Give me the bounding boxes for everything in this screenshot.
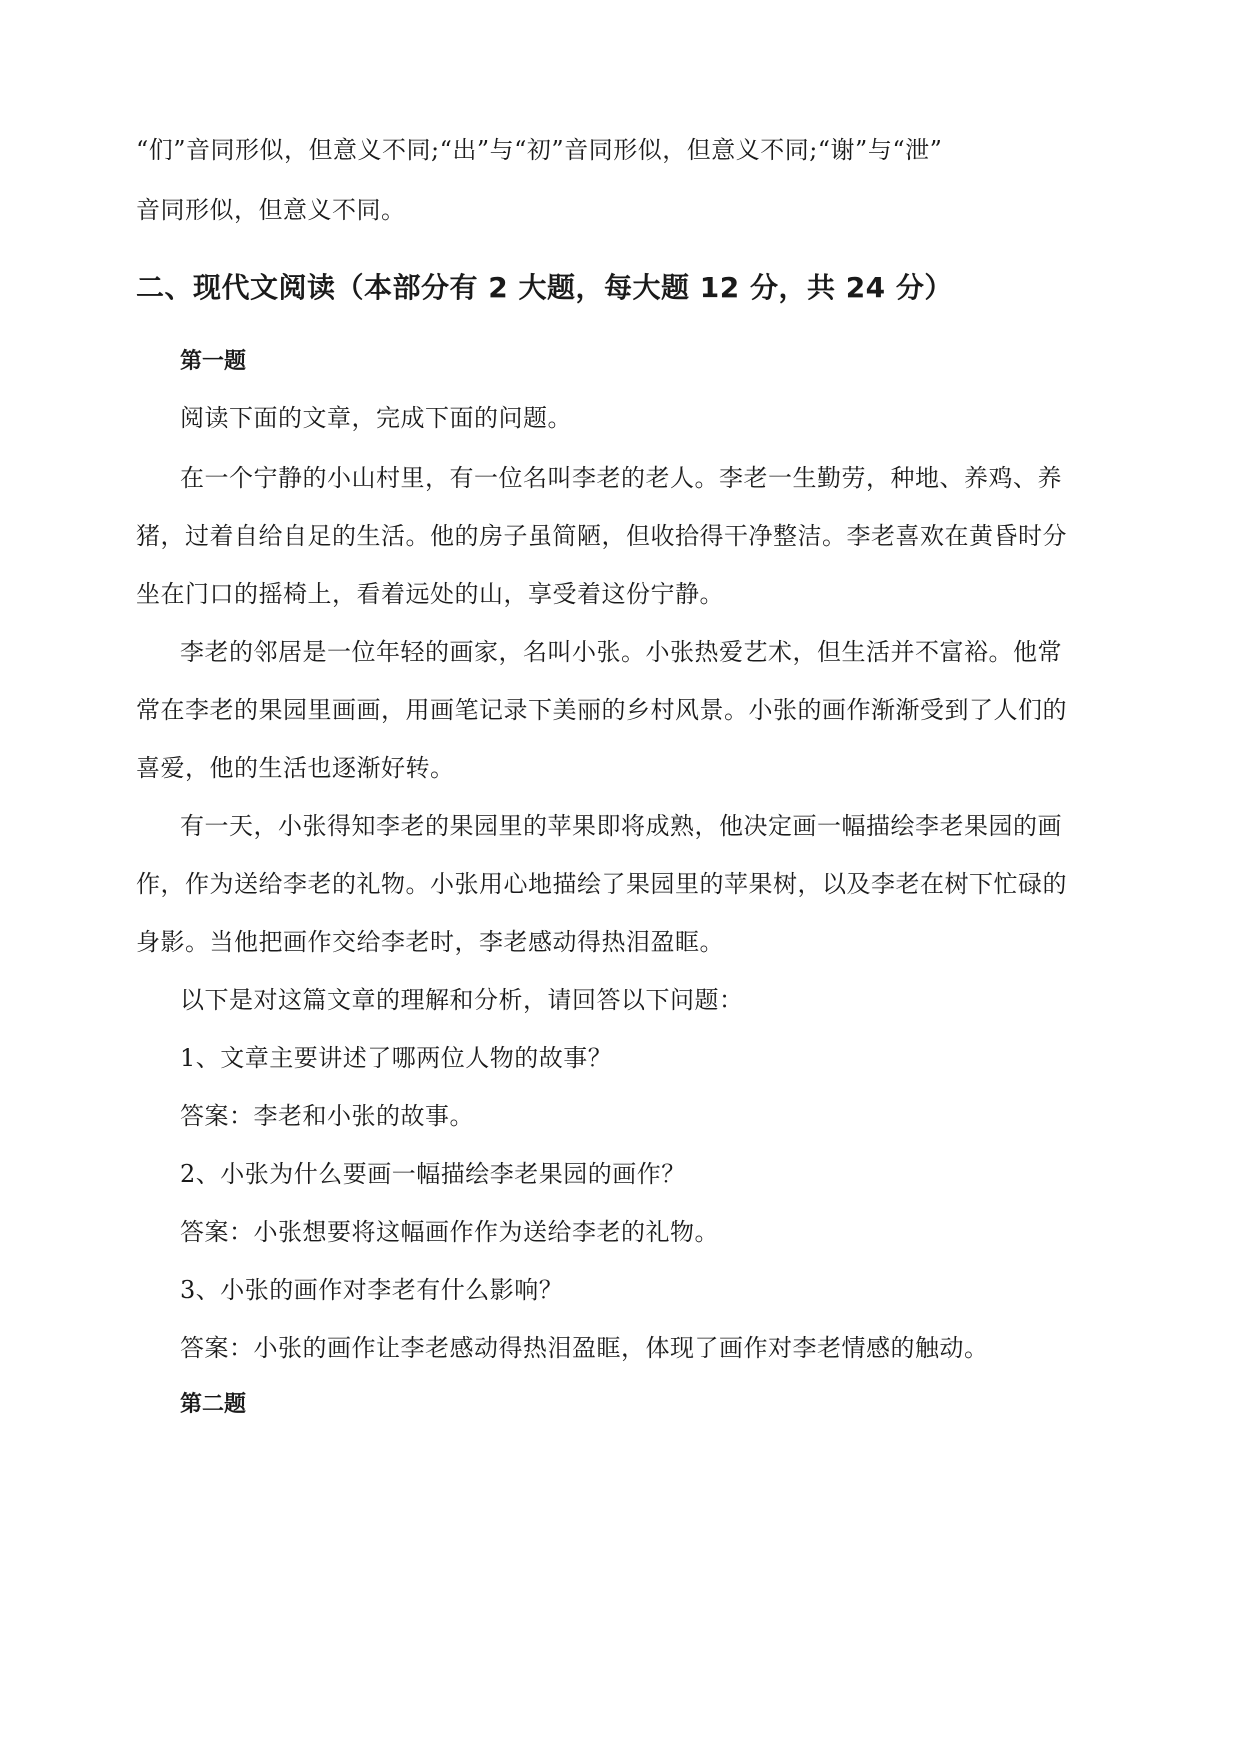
paragraph-line: 喜爱，他的生活也逐渐好转。 — [136, 754, 455, 782]
paragraph-line: 坐在门口的摇椅上，看着远处的山，享受着这份宁静。 — [136, 580, 724, 608]
intro-line-2: 音同形似，但意义不同。 — [136, 196, 406, 224]
paragraph-line: 猪，过着自给自足的生活。他的房子虽简陋，但收拾得干净整洁。李老喜欢在黄昏时分 — [136, 522, 1067, 550]
answer-3: 答案：小张的画作让李老感动得热泪盈眶，体现了画作对李老情感的触动。 — [180, 1334, 989, 1362]
answer-1: 答案：李老和小张的故事。 — [180, 1102, 474, 1130]
paragraph-line: 在一个宁静的小山村里，有一位名叫李老的老人。李老一生勤劳，种地、养鸡、养 — [180, 464, 1062, 492]
paragraph-line: 身影。当他把画作交给李老时，李老感动得热泪盈眶。 — [136, 928, 724, 956]
question-2: 2、小张为什么要画一幅描绘李老果园的画作？ — [180, 1160, 686, 1188]
answer-2: 答案：小张想要将这幅画作作为送给李老的礼物。 — [180, 1218, 719, 1246]
question-3: 3、小张的画作对李老有什么影响？ — [180, 1276, 564, 1304]
intro-line-1: “们”音同形似，但意义不同;“出”与“初”音同形似，但意义不同;“谢”与“泄” — [136, 136, 943, 164]
paragraph-line: 李老的邻居是一位年轻的画家，名叫小张。小张热爱艺术，但生活并不富裕。他常 — [180, 638, 1062, 666]
question-1: 1、文章主要讲述了哪两位人物的故事？ — [180, 1044, 613, 1072]
part1-title: 第一题 — [180, 349, 247, 374]
paragraph-line: 作，作为送给李老的礼物。小张用心地描绘了果园里的苹果树，以及李老在树下忙碌的 — [136, 870, 1067, 898]
question-prompt: 以下是对这篇文章的理解和分析，请回答以下问题： — [180, 986, 744, 1014]
section-title: 二、现代文阅读（本部分有 2 大题，每大题 12 分，共 24 分） — [136, 271, 953, 304]
paragraph-line: 有一天，小张得知李老的果园里的苹果即将成熟，他决定画一幅描绘李老果园的画 — [180, 812, 1062, 840]
part1-instruction: 阅读下面的文章，完成下面的问题。 — [180, 404, 572, 432]
part2-title: 第二题 — [180, 1392, 247, 1417]
paragraph-line: 常在李老的果园里画画，用画笔记录下美丽的乡村风景。小张的画作渐渐受到了人们的 — [136, 696, 1067, 724]
